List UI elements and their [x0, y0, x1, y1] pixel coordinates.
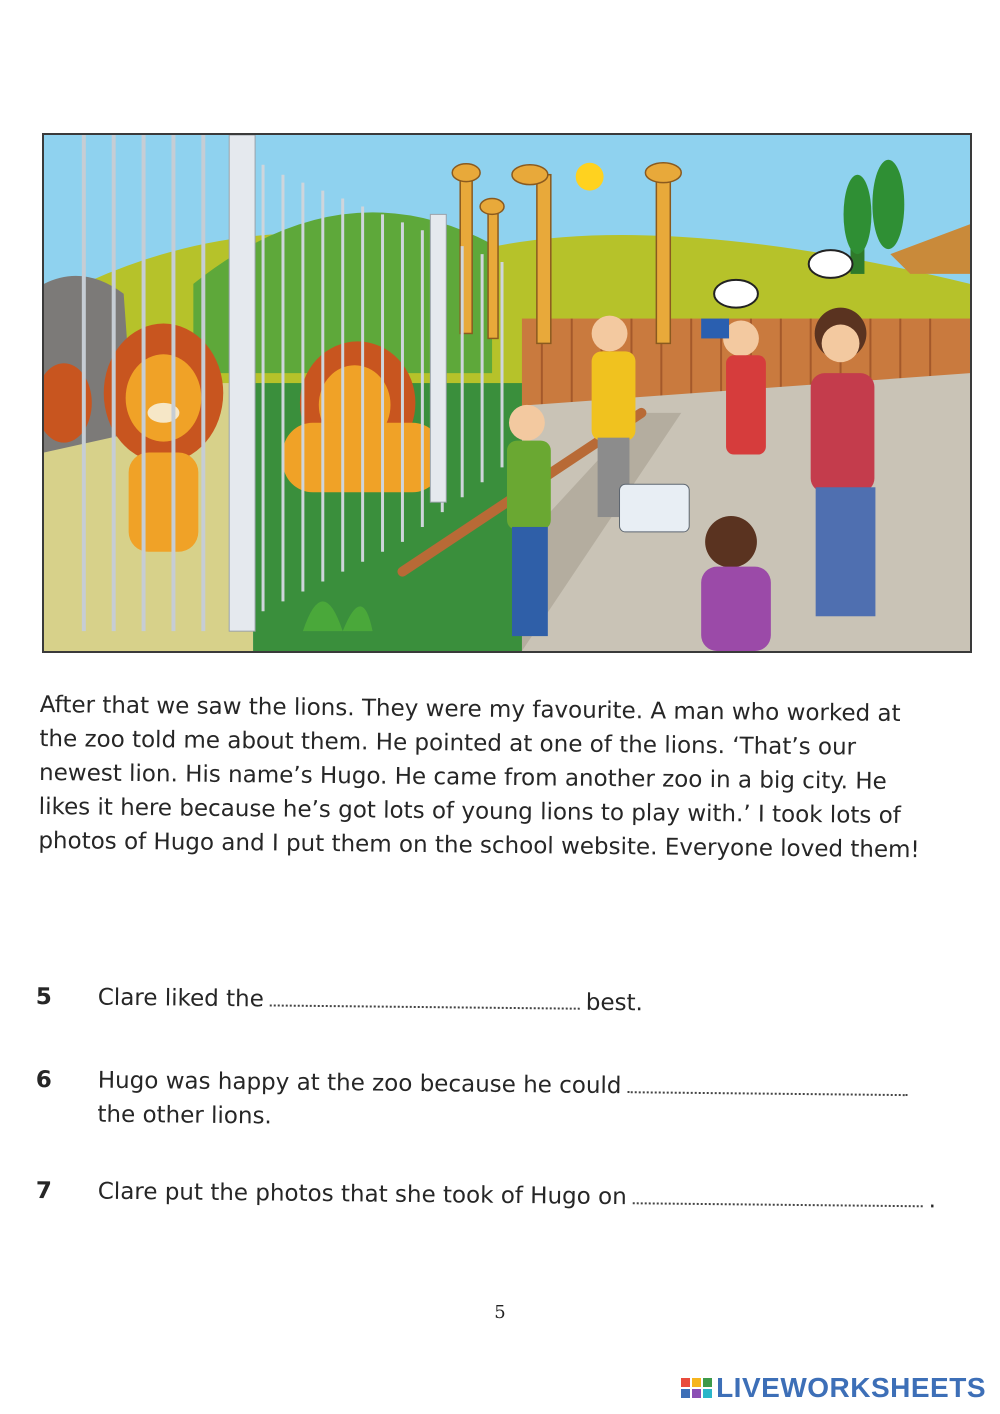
zoo-illustration — [42, 133, 972, 653]
liveworksheets-brand[interactable] — [681, 1372, 986, 1404]
question-text-end: . — [928, 1187, 937, 1214]
brand-name: LIVEWORKSHEETS — [716, 1372, 986, 1403]
story-passage — [38, 688, 940, 867]
page-number: 5 — [494, 1302, 506, 1323]
question-text-end: best. — [585, 989, 644, 1017]
answer-blank-7[interactable] — [633, 1180, 923, 1207]
question-6 — [35, 1063, 956, 1141]
question-5 — [36, 980, 956, 1024]
answer-blank-6[interactable] — [627, 1069, 907, 1096]
sun-icon — [576, 163, 604, 191]
question-text: Clare liked the — [97, 984, 264, 1013]
question-text: Clare put the photos that she took of Hugo on — [97, 1178, 627, 1211]
question-number: 7 — [35, 1177, 52, 1205]
question-text-end: the other lions. — [97, 1101, 272, 1130]
question-number: 6 — [35, 1066, 52, 1094]
answer-blank-5[interactable] — [270, 982, 580, 1009]
question-number: 5 — [35, 983, 52, 1011]
liveworksheets-logo-icon — [681, 1378, 712, 1398]
story-text: After that we saw the lions. They were my favourite. A man who worked at the zoo told me about them. He pointed at one of the lions. ‘That’s our newest lion. His name’s Hugo. He came from another zoo in a big city. He likes it here because he’s got lots of young lions to play with.’ I took lots of photos of Hugo and I put them on the school website. Everyone loved them! — [38, 691, 920, 864]
question-text: Hugo was happy at the zoo because he could — [97, 1067, 622, 1100]
question-7 — [36, 1174, 956, 1218]
zoo-scene-image — [44, 135, 970, 651]
